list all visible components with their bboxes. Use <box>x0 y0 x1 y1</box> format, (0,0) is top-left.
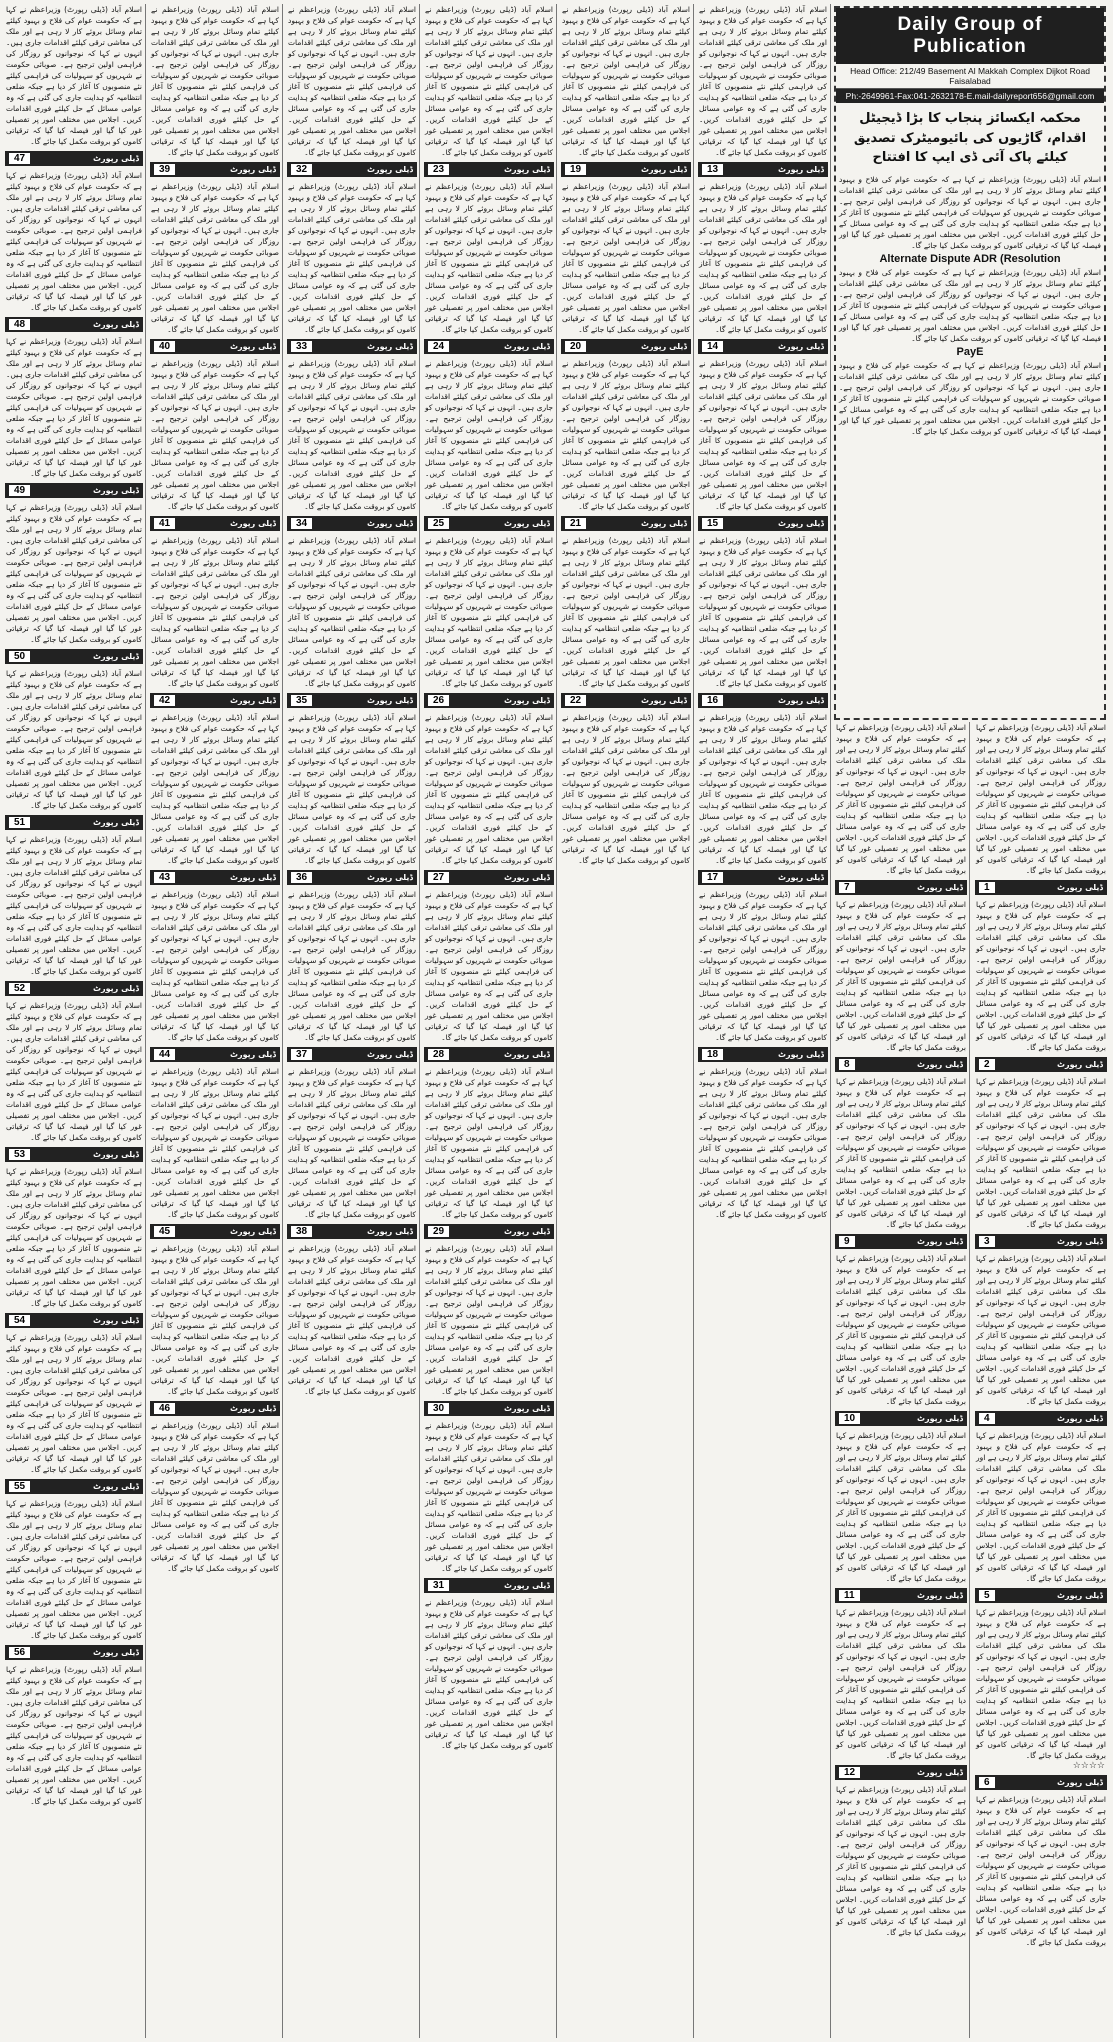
article-text: اسلام آباد (ڈیلی رپورٹ) وزیراعظم نے کہا ہے کہ حکومت عوام کی فلاح و بہبود کیلئے تمام وسائل بروئے کار لا رہی ہے اور ملک کی معاشی ترقی کیلئے اقدامات جاری ہیں۔ انہوں نے کہا کہ نوجوانوں کو روزگار کی فراہمی اولین ترجیح ہے۔ صوبائی حکومت نے شہریوں کو سہولیات کی فراہمی کیلئے نئے منصوبوں کا آغاز کر دیا ہے جبکہ ضلعی انتظامیہ کو ہدایت جاری کی گئی ہے کہ وہ عوامی مسائل کے حل کیلئے فوری اقدامات کریں۔ اجلاس میں مختلف امور پر تفصیلی غور کیا گیا اور فیصلہ کیا گیا کہ ترقیاتی کاموں کو بروقت مکمل کیا جائے گا۔ <box>699 713 827 865</box>
news-column-8 <box>3 4 146 2038</box>
story-number-tag <box>5 1645 143 1660</box>
lead-headline: محکمہ ایکسائز پنجاب کا بڑا ڈیجیٹل اقدام، گاڑیوں کی بائیومیٹرک تصدیق کیلئے پاک آئی ڈی ایپ کا افتتاح <box>853 111 1087 165</box>
article-text: اسلام آباد (ڈیلی رپورٹ) وزیراعظم نے کہا ہے کہ حکومت عوام کی فلاح و بہبود کیلئے تمام وسائل بروئے کار لا رہی ہے اور ملک کی معاشی ترقی کیلئے اقدامات جاری ہیں۔ انہوں نے کہا کہ نوجوانوں کو روزگار کی فراہمی اولین ترجیح ہے۔ صوبائی حکومت نے شہریوں کو سہولیات کی فراہمی کیلئے نئے منصوبوں کا آغاز کر دیا ہے جبکہ ضلعی انتظامیہ کو ہدایت جاری کی گئی ہے کہ وہ عوامی مسائل کے حل کیلئے فوری اقدامات کریں۔ اجلاس میں مختلف امور پر تفصیلی غور کیا گیا اور فیصلہ کیا گیا کہ ترقیاتی کاموں کو بروقت مکمل کیا جائے گا۔ <box>151 359 279 511</box>
story-number: 41 <box>154 518 175 529</box>
section-label: ڈیلی رپورٹ <box>367 873 413 882</box>
story-number-tag <box>698 162 828 177</box>
article-text: اسلام آباد (ڈیلی رپورٹ) وزیراعظم نے کہا ہے کہ حکومت عوام کی فلاح و بہبود کیلئے تمام وسائل بروئے کار لا رہی ہے اور ملک کی معاشی ترقی کیلئے اقدامات جاری ہیں۔ انہوں نے کہا کہ نوجوانوں کو روزگار کی فراہمی اولین ترجیح ہے۔ صوبائی حکومت نے شہریوں کو سہولیات کی فراہمی کیلئے نئے منصوبوں کا آغاز کر دیا ہے جبکہ ضلعی انتظامیہ کو ہدایت جاری کی گئی ہے کہ وہ عوامی مسائل کے حل کیلئے فوری اقدامات کریں۔ اجلاس میں مختلف امور پر تفصیلی غور کیا گیا اور فیصلہ کیا گیا کہ ترقیاتی کاموں کو بروقت مکمل کیا جائے گا۔ <box>562 713 690 865</box>
news-column-2 <box>833 722 970 2038</box>
section-label: ڈیلی رپورٹ <box>641 519 687 528</box>
article-text: اسلام آباد (ڈیلی رپورٹ) وزیراعظم نے کہا ہے کہ حکومت عوام کی فلاح و بہبود کیلئے تمام وسائل بروئے کار لا رہی ہے اور ملک کی معاشی ترقی کیلئے اقدامات جاری ہیں۔ انہوں نے کہا کہ نوجوانوں کو روزگار کی فراہمی اولین ترجیح ہے۔ صوبائی حکومت نے شہریوں کو سہولیات کی فراہمی کیلئے نئے منصوبوں کا آغاز کر دیا ہے جبکہ ضلعی انتظامیہ کو ہدایت جاری کی گئی ہے کہ وہ عوامی مسائل کے حل کیلئے فوری اقدامات کریں۔ اجلاس میں مختلف امور پر تفصیلی غور کیا گیا اور فیصلہ کیا گیا کہ ترقیاتی کاموں کو بروقت مکمل کیا جائے گا۔ <box>151 1421 279 1573</box>
section-label: ڈیلی رپورٹ <box>504 1404 550 1413</box>
article-text: اسلام آباد (ڈیلی رپورٹ) وزیراعظم نے کہا ہے کہ حکومت عوام کی فلاح و بہبود کیلئے تمام وسائل بروئے کار لا رہی ہے اور ملک کی معاشی ترقی کیلئے اقدامات جاری ہیں۔ انہوں نے کہا کہ نوجوانوں کو روزگار کی فراہمی اولین ترجیح ہے۔ صوبائی حکومت نے شہریوں کو سہولیات کی فراہمی کیلئے نئے منصوبوں کا آغاز کر دیا ہے جبکہ ضلعی انتظامیہ کو ہدایت جاری کی گئی ہے کہ وہ عوامی مسائل کے حل کیلئے فوری اقدامات کریں۔ اجلاس میں مختلف امور پر تفصیلی غور کیا گیا اور فیصلہ کیا گیا کہ ترقیاتی کاموں کو بروقت مکمل کیا جائے گا۔ <box>976 1254 1106 1406</box>
article-text: اسلام آباد (ڈیلی رپورٹ) وزیراعظم نے کہا ہے کہ حکومت عوام کی فلاح و بہبود کیلئے تمام وسائل بروئے کار لا رہی ہے اور ملک کی معاشی ترقی کیلئے اقدامات جاری ہیں۔ انہوں نے کہا کہ نوجوانوں کو روزگار کی فراہمی اولین ترجیح ہے۔ صوبائی حکومت نے شہریوں کو سہولیات کی فراہمی کیلئے نئے منصوبوں کا آغاز کر دیا ہے جبکہ ضلعی انتظامیہ کو ہدایت جاری کی گئی ہے کہ وہ عوامی مسائل کے حل کیلئے فوری اقدامات کریں۔ اجلاس میں مختلف امور پر تفصیلی غور کیا گیا اور فیصلہ کیا گیا کہ ترقیاتی کاموں کو بروقت مکمل کیا جائے گا۔ <box>699 890 827 1042</box>
news-column-1 <box>973 722 1109 2038</box>
story-number-tag <box>698 870 828 885</box>
section-label: ڈیلی رپورٹ <box>1057 1237 1103 1246</box>
story-number: 50 <box>9 651 30 662</box>
story-number-tag <box>975 1411 1107 1426</box>
article-text: اسلام آباد (ڈیلی رپورٹ) وزیراعظم نے کہا ہے کہ حکومت عوام کی فلاح و بہبود کیلئے تمام وسائل بروئے کار لا رہی ہے اور ملک کی معاشی ترقی کیلئے اقدامات جاری ہیں۔ انہوں نے کہا کہ نوجوانوں کو روزگار کی فراہمی اولین ترجیح ہے۔ صوبائی حکومت نے شہریوں کو سہولیات کی فراہمی کیلئے نئے منصوبوں کا آغاز کر دیا ہے جبکہ ضلعی انتظامیہ کو ہدایت جاری کی گئی ہے کہ وہ عوامی مسائل کے حل کیلئے فوری اقدامات کریں۔ اجلاس میں مختلف امور پر تفصیلی غور کیا گیا اور فیصلہ کیا گیا کہ ترقیاتی کاموں کو بروقت مکمل کیا جائے گا۔ <box>836 1254 966 1406</box>
story-number: 1 <box>979 882 995 893</box>
story-number-tag <box>698 693 828 708</box>
story-number-tag <box>698 516 828 531</box>
story-number-tag <box>698 339 828 354</box>
article-text: اسلام آباد (ڈیلی رپورٹ) وزیراعظم نے کہا ہے کہ حکومت عوام کی فلاح و بہبود کیلئے تمام وسائل بروئے کار لا رہی ہے اور ملک کی معاشی ترقی کیلئے اقدامات جاری ہیں۔ انہوں نے کہا کہ نوجوانوں کو روزگار کی فراہمی اولین ترجیح ہے۔ صوبائی حکومت نے شہریوں کو سہولیات کی فراہمی کیلئے نئے منصوبوں کا آغاز کر دیا ہے جبکہ ضلعی انتظامیہ کو ہدایت جاری کی گئی ہے کہ وہ عوامی مسائل کے حل کیلئے فوری اقدامات کریں۔ اجلاس میں مختلف امور پر تفصیلی غور کیا گیا اور فیصلہ کیا گیا کہ ترقیاتی کاموں کو بروقت مکمل کیا جائے گا۔ <box>976 1077 1106 1229</box>
section-label: ڈیلی رپورٹ <box>504 1227 550 1236</box>
section-label: ڈیلی رپورٹ <box>93 1150 139 1159</box>
section-label: ڈیلی رپورٹ <box>641 696 687 705</box>
story-number: 43 <box>154 872 175 883</box>
story-number: 9 <box>839 1236 855 1247</box>
story-number-tag <box>835 880 967 895</box>
article-text: اسلام آباد (ڈیلی رپورٹ) وزیراعظم نے کہا ہے کہ حکومت عوام کی فلاح و بہبود کیلئے تمام وسائل بروئے کار لا رہی ہے اور ملک کی معاشی ترقی کیلئے اقدامات جاری ہیں۔ انہوں نے کہا کہ نوجوانوں کو روزگار کی فراہمی اولین ترجیح ہے۔ صوبائی حکومت نے شہریوں کو سہولیات کی فراہمی کیلئے نئے منصوبوں کا آغاز کر دیا ہے جبکہ ضلعی انتظامیہ کو ہدایت جاری کی گئی ہے کہ وہ عوامی مسائل کے حل کیلئے فوری اقدامات کریں۔ اجلاس میں مختلف امور پر تفصیلی غور کیا گیا اور فیصلہ کیا گیا کہ ترقیاتی کاموں کو بروقت مکمل کیا جائے گا۔ <box>6 5 142 146</box>
article-text: اسلام آباد (ڈیلی رپورٹ) وزیراعظم نے کہا ہے کہ حکومت عوام کی فلاح و بہبود کیلئے تمام وسائل بروئے کار لا رہی ہے اور ملک کی معاشی ترقی کیلئے اقدامات جاری ہیں۔ انہوں نے کہا کہ نوجوانوں کو روزگار کی فراہمی اولین ترجیح ہے۔ صوبائی حکومت نے شہریوں کو سہولیات کی فراہمی کیلئے نئے منصوبوں کا آغاز کر دیا ہے جبکہ ضلعی انتظامیہ کو ہدایت جاری کی گئی ہے کہ وہ عوامی مسائل کے حل کیلئے فوری اقدامات کریں۔ اجلاس میں مختلف امور پر تفصیلی غور کیا گیا اور فیصلہ کیا گیا کہ ترقیاتی کاموں کو بروقت مکمل کیا جائے گا۔ <box>425 359 553 511</box>
article-text: اسلام آباد (ڈیلی رپورٹ) وزیراعظم نے کہا ہے کہ حکومت عوام کی فلاح و بہبود کیلئے تمام وسائل بروئے کار لا رہی ہے اور ملک کی معاشی ترقی کیلئے اقدامات جاری ہیں۔ انہوں نے کہا کہ نوجوانوں کو روزگار کی فراہمی اولین ترجیح ہے۔ صوبائی حکومت نے شہریوں کو سہولیات کی فراہمی کیلئے نئے منصوبوں کا آغاز کر دیا ہے جبکہ ضلعی انتظامیہ کو ہدایت جاری کی گئی ہے کہ وہ عوامی مسائل کے حل کیلئے فوری اقدامات کریں۔ اجلاس میں مختلف امور پر تفصیلی غور کیا گیا اور فیصلہ کیا گیا کہ ترقیاتی کاموں کو بروقت مکمل کیا جائے گا۔ <box>6 503 142 644</box>
section-label: ڈیلی رپورٹ <box>230 342 276 351</box>
section-label: ڈیلی رپورٹ <box>1057 883 1103 892</box>
section-label: ڈیلی رپورٹ <box>641 165 687 174</box>
story-number: 27 <box>428 872 449 883</box>
story-number: 36 <box>291 872 312 883</box>
story-number: 44 <box>154 1049 175 1060</box>
story-number: 18 <box>702 1049 723 1060</box>
article-text: اسلام آباد (ڈیلی رپورٹ) وزیراعظم نے کہا ہے کہ حکومت عوام کی فلاح و بہبود کیلئے تمام وسائل بروئے کار لا رہی ہے اور ملک کی معاشی ترقی کیلئے اقدامات جاری ہیں۔ انہوں نے کہا کہ نوجوانوں کو روزگار کی فراہمی اولین ترجیح ہے۔ صوبائی حکومت نے شہریوں کو سہولیات کی فراہمی کیلئے نئے منصوبوں کا آغاز کر دیا ہے جبکہ ضلعی انتظامیہ کو ہدایت جاری کی گئی ہے کہ وہ عوامی مسائل کے حل کیلئے فوری اقدامات کریں۔ اجلاس میں مختلف امور پر تفصیلی غور کیا گیا اور فیصلہ کیا گیا کہ ترقیاتی کاموں کو بروقت مکمل کیا جائے گا۔ <box>288 5 416 157</box>
adr-caption: Alternate Dispute ADR (Resolution <box>879 252 1061 265</box>
story-number: 24 <box>428 341 449 352</box>
story-number: 6 <box>979 1777 995 1788</box>
article-text: اسلام آباد (ڈیلی رپورٹ) وزیراعظم نے کہا ہے کہ حکومت عوام کی فلاح و بہبود کیلئے تمام وسائل بروئے کار لا رہی ہے اور ملک کی معاشی ترقی کیلئے اقدامات جاری ہیں۔ انہوں نے کہا کہ نوجوانوں کو روزگار کی فراہمی اولین ترجیح ہے۔ صوبائی حکومت نے شہریوں کو سہولیات کی فراہمی کیلئے نئے منصوبوں کا آغاز کر دیا ہے جبکہ ضلعی انتظامیہ کو ہدایت جاری کی گئی ہے کہ وہ عوامی مسائل کے حل کیلئے فوری اقدامات کریں۔ اجلاس میں مختلف امور پر تفصیلی غور کیا گیا اور فیصلہ کیا گیا کہ ترقیاتی کاموں کو بروقت مکمل کیا جائے گا۔ <box>288 182 416 334</box>
story-number: 54 <box>9 1315 30 1326</box>
story-number-tag <box>150 870 280 885</box>
story-number: 46 <box>154 1403 175 1414</box>
section-label: ڈیلی رپورٹ <box>230 165 276 174</box>
section-label: ڈیلی رپورٹ <box>367 1050 413 1059</box>
section-label: ڈیلی رپورٹ <box>778 165 824 174</box>
article-text: اسلام آباد (ڈیلی رپورٹ) وزیراعظم نے کہا ہے کہ حکومت عوام کی فلاح و بہبود کیلئے تمام وسائل بروئے کار لا رہی ہے اور ملک کی معاشی ترقی کیلئے اقدامات جاری ہیں۔ انہوں نے کہا کہ نوجوانوں کو روزگار کی فراہمی اولین ترجیح ہے۔ صوبائی حکومت نے شہریوں کو سہولیات کی فراہمی کیلئے نئے منصوبوں کا آغاز کر دیا ہے جبکہ ضلعی انتظامیہ کو ہدایت جاری کی گئی ہے کہ وہ عوامی مسائل کے حل کیلئے فوری اقدامات کریں۔ اجلاس میں مختلف امور پر تفصیلی غور کیا گیا اور فیصلہ کیا گیا کہ ترقیاتی کاموں کو بروقت مکمل کیا جائے گا۔ <box>976 1608 1106 1760</box>
section-label: ڈیلی رپورٹ <box>93 818 139 827</box>
news-column-7 <box>148 4 283 2038</box>
section-label: ڈیلی رپورٹ <box>93 984 139 993</box>
lead-article-text-3: اسلام آباد (ڈیلی رپورٹ) وزیراعظم نے کہا ہے کہ حکومت عوام کی فلاح و بہبود کیلئے تمام وسائل بروئے کار لا رہی ہے اور ملک کی معاشی ترقی کیلئے اقدامات جاری ہیں۔ انہوں نے کہا کہ نوجوانوں کو روزگار کی فراہمی اولین ترجیح ہے۔ صوبائی حکومت نے شہریوں کو سہولیات کی فراہمی کیلئے نئے منصوبوں کا آغاز کر دیا ہے جبکہ ضلعی انتظامیہ کو ہدایت جاری کی گئی ہے کہ وہ عوامی مسائل کے حل کیلئے فوری اقدامات کریں۔ اجلاس میں مختلف امور پر تفصیلی غور کیا گیا اور فیصلہ کیا گیا کہ ترقیاتی کاموں کو بروقت مکمل کیا جائے گا۔ <box>839 360 1101 436</box>
story-number-tag <box>287 1047 417 1062</box>
article-text: اسلام آباد (ڈیلی رپورٹ) وزیراعظم نے کہا ہے کہ حکومت عوام کی فلاح و بہبود کیلئے تمام وسائل بروئے کار لا رہی ہے اور ملک کی معاشی ترقی کیلئے اقدامات جاری ہیں۔ انہوں نے کہا کہ نوجوانوں کو روزگار کی فراہمی اولین ترجیح ہے۔ صوبائی حکومت نے شہریوں کو سہولیات کی فراہمی کیلئے نئے منصوبوں کا آغاز کر دیا ہے جبکہ ضلعی انتظامیہ کو ہدایت جاری کی گئی ہے کہ وہ عوامی مسائل کے حل کیلئے فوری اقدامات کریں۔ اجلاس میں مختلف امور پر تفصیلی غور کیا گیا اور فیصلہ کیا گیا کہ ترقیاتی کاموں کو بروقت مکمل کیا جائے گا۔ <box>425 1244 553 1396</box>
story-number-tag <box>5 483 143 498</box>
story-number: 33 <box>291 341 312 352</box>
story-number-tag <box>975 1057 1107 1072</box>
story-number: 51 <box>9 817 30 828</box>
article-text: اسلام آباد (ڈیلی رپورٹ) وزیراعظم نے کہا ہے کہ حکومت عوام کی فلاح و بہبود کیلئے تمام وسائل بروئے کار لا رہی ہے اور ملک کی معاشی ترقی کیلئے اقدامات جاری ہیں۔ انہوں نے کہا کہ نوجوانوں کو روزگار کی فراہمی اولین ترجیح ہے۔ صوبائی حکومت نے شہریوں کو سہولیات کی فراہمی کیلئے نئے منصوبوں کا آغاز کر دیا ہے جبکہ ضلعی انتظامیہ کو ہدایت جاری کی گئی ہے کہ وہ عوامی مسائل کے حل کیلئے فوری اقدامات کریں۔ اجلاس میں مختلف امور پر تفصیلی غور کیا گیا اور فیصلہ کیا گیا کہ ترقیاتی کاموں کو بروقت مکمل کیا جائے گا۔ <box>6 1001 142 1142</box>
story-number: 28 <box>428 1049 449 1060</box>
story-number-tag <box>150 1047 280 1062</box>
story-number: 25 <box>428 518 449 529</box>
section-label: ڈیلی رپورٹ <box>504 1581 550 1590</box>
star-divider: ☆☆☆☆ <box>1072 1761 1105 1771</box>
story-number: 11 <box>839 1590 860 1601</box>
article-text: اسلام آباد (ڈیلی رپورٹ) وزیراعظم نے کہا ہے کہ حکومت عوام کی فلاح و بہبود کیلئے تمام وسائل بروئے کار لا رہی ہے اور ملک کی معاشی ترقی کیلئے اقدامات جاری ہیں۔ انہوں نے کہا کہ نوجوانوں کو روزگار کی فراہمی اولین ترجیح ہے۔ صوبائی حکومت نے شہریوں کو سہولیات کی فراہمی کیلئے نئے منصوبوں کا آغاز کر دیا ہے جبکہ ضلعی انتظامیہ کو ہدایت جاری کی گئی ہے کہ وہ عوامی مسائل کے حل کیلئے فوری اقدامات کریں۔ اجلاس میں مختلف امور پر تفصیلی غور کیا گیا اور فیصلہ کیا گیا کہ ترقیاتی کاموں کو بروقت مکمل کیا جائے گا۔ <box>699 1067 827 1219</box>
story-number: 42 <box>154 695 175 706</box>
article-text: اسلام آباد (ڈیلی رپورٹ) وزیراعظم نے کہا ہے کہ حکومت عوام کی فلاح و بہبود کیلئے تمام وسائل بروئے کار لا رہی ہے اور ملک کی معاشی ترقی کیلئے اقدامات جاری ہیں۔ انہوں نے کہا کہ نوجوانوں کو روزگار کی فراہمی اولین ترجیح ہے۔ صوبائی حکومت نے شہریوں کو سہولیات کی فراہمی کیلئے نئے منصوبوں کا آغاز کر دیا ہے جبکہ ضلعی انتظامیہ کو ہدایت جاری کی گئی ہے کہ وہ عوامی مسائل کے حل کیلئے فوری اقدامات کریں۔ اجلاس میں مختلف امور پر تفصیلی غور کیا گیا اور فیصلہ کیا گیا کہ ترقیاتی کاموں کو بروقت مکمل کیا جائے گا۔ <box>425 1598 553 1750</box>
story-number-tag <box>561 162 691 177</box>
article-text: اسلام آباد (ڈیلی رپورٹ) وزیراعظم نے کہا ہے کہ حکومت عوام کی فلاح و بہبود کیلئے تمام وسائل بروئے کار لا رہی ہے اور ملک کی معاشی ترقی کیلئے اقدامات جاری ہیں۔ انہوں نے کہا کہ نوجوانوں کو روزگار کی فراہمی اولین ترجیح ہے۔ صوبائی حکومت نے شہریوں کو سہولیات کی فراہمی کیلئے نئے منصوبوں کا آغاز کر دیا ہے جبکہ ضلعی انتظامیہ کو ہدایت جاری کی گئی ہے کہ وہ عوامی مسائل کے حل کیلئے فوری اقدامات کریں۔ اجلاس میں مختلف امور پر تفصیلی غور کیا گیا اور فیصلہ کیا گیا کہ ترقیاتی کاموں کو بروقت مکمل کیا جائے گا۔ <box>562 536 690 688</box>
article-text: اسلام آباد (ڈیلی رپورٹ) وزیراعظم نے کہا ہے کہ حکومت عوام کی فلاح و بہبود کیلئے تمام وسائل بروئے کار لا رہی ہے اور ملک کی معاشی ترقی کیلئے اقدامات جاری ہیں۔ انہوں نے کہا کہ نوجوانوں کو روزگار کی فراہمی اولین ترجیح ہے۔ صوبائی حکومت نے شہریوں کو سہولیات کی فراہمی کیلئے نئے منصوبوں کا آغاز کر دیا ہے جبکہ ضلعی انتظامیہ کو ہدایت جاری کی گئی ہے کہ وہ عوامی مسائل کے حل کیلئے فوری اقدامات کریں۔ اجلاس میں مختلف امور پر تفصیلی غور کیا گیا اور فیصلہ کیا گیا کہ ترقیاتی کاموں کو بروقت مکمل کیا جائے گا۔ <box>976 1431 1106 1583</box>
news-column-6 <box>285 4 420 2038</box>
section-label: ڈیلی رپورٹ <box>917 1060 963 1069</box>
article-text: اسلام آباد (ڈیلی رپورٹ) وزیراعظم نے کہا ہے کہ حکومت عوام کی فلاح و بہبود کیلئے تمام وسائل بروئے کار لا رہی ہے اور ملک کی معاشی ترقی کیلئے اقدامات جاری ہیں۔ انہوں نے کہا کہ نوجوانوں کو روزگار کی فراہمی اولین ترجیح ہے۔ صوبائی حکومت نے شہریوں کو سہولیات کی فراہمی کیلئے نئے منصوبوں کا آغاز کر دیا ہے جبکہ ضلعی انتظامیہ کو ہدایت جاری کی گئی ہے کہ وہ عوامی مسائل کے حل کیلئے فوری اقدامات کریں۔ اجلاس میں مختلف امور پر تفصیلی غور کیا گیا اور فیصلہ کیا گیا کہ ترقیاتی کاموں کو بروقت مکمل کیا جائے گا۔ <box>151 182 279 334</box>
story-number-tag <box>835 1588 967 1603</box>
article-text: اسلام آباد (ڈیلی رپورٹ) وزیراعظم نے کہا ہے کہ حکومت عوام کی فلاح و بہبود کیلئے تمام وسائل بروئے کار لا رہی ہے اور ملک کی معاشی ترقی کیلئے اقدامات جاری ہیں۔ انہوں نے کہا کہ نوجوانوں کو روزگار کی فراہمی اولین ترجیح ہے۔ صوبائی حکومت نے شہریوں کو سہولیات کی فراہمی کیلئے نئے منصوبوں کا آغاز کر دیا ہے جبکہ ضلعی انتظامیہ کو ہدایت جاری کی گئی ہے کہ وہ عوامی مسائل کے حل کیلئے فوری اقدامات کریں۔ اجلاس میں مختلف امور پر تفصیلی غور کیا گیا اور فیصلہ کیا گیا کہ ترقیاتی کاموں کو بروقت مکمل کیا جائے گا۔ <box>6 1167 142 1308</box>
section-label: ڈیلی رپورٹ <box>917 883 963 892</box>
story-number-tag <box>287 693 417 708</box>
section-label: ڈیلی رپورٹ <box>917 1768 963 1777</box>
section-label: ڈیلی رپورٹ <box>917 1591 963 1600</box>
story-number-tag <box>150 162 280 177</box>
story-number: 48 <box>9 319 30 330</box>
story-number: 10 <box>839 1413 860 1424</box>
article-text: اسلام آباد (ڈیلی رپورٹ) وزیراعظم نے کہا ہے کہ حکومت عوام کی فلاح و بہبود کیلئے تمام وسائل بروئے کار لا رہی ہے اور ملک کی معاشی ترقی کیلئے اقدامات جاری ہیں۔ انہوں نے کہا کہ نوجوانوں کو روزگار کی فراہمی اولین ترجیح ہے۔ صوبائی حکومت نے شہریوں کو سہولیات کی فراہمی کیلئے نئے منصوبوں کا آغاز کر دیا ہے جبکہ ضلعی انتظامیہ کو ہدایت جاری کی گئی ہے کہ وہ عوامی مسائل کے حل کیلئے فوری اقدامات کریں۔ اجلاس میں مختلف امور پر تفصیلی غور کیا گیا اور فیصلہ کیا گیا کہ ترقیاتی کاموں کو بروقت مکمل کیا جائے گا۔ <box>151 1067 279 1219</box>
article-text: اسلام آباد (ڈیلی رپورٹ) وزیراعظم نے کہا ہے کہ حکومت عوام کی فلاح و بہبود کیلئے تمام وسائل بروئے کار لا رہی ہے اور ملک کی معاشی ترقی کیلئے اقدامات جاری ہیں۔ انہوں نے کہا کہ نوجوانوں کو روزگار کی فراہمی اولین ترجیح ہے۔ صوبائی حکومت نے شہریوں کو سہولیات کی فراہمی کیلئے نئے منصوبوں کا آغاز کر دیا ہے جبکہ ضلعی انتظامیہ کو ہدایت جاری کی گئی ہے کہ وہ عوامی مسائل کے حل کیلئے فوری اقدامات کریں۔ اجلاس میں مختلف امور پر تفصیلی غور کیا گیا اور فیصلہ کیا گیا کہ ترقیاتی کاموں کو بروقت مکمل کیا جائے گا۔ <box>425 182 553 334</box>
article-text: اسلام آباد (ڈیلی رپورٹ) وزیراعظم نے کہا ہے کہ حکومت عوام کی فلاح و بہبود کیلئے تمام وسائل بروئے کار لا رہی ہے اور ملک کی معاشی ترقی کیلئے اقدامات جاری ہیں۔ انہوں نے کہا کہ نوجوانوں کو روزگار کی فراہمی اولین ترجیح ہے۔ صوبائی حکومت نے شہریوں کو سہولیات کی فراہمی کیلئے نئے منصوبوں کا آغاز کر دیا ہے جبکہ ضلعی انتظامیہ کو ہدایت جاری کی گئی ہے کہ وہ عوامی مسائل کے حل کیلئے فوری اقدامات کریں۔ اجلاس میں مختلف امور پر تفصیلی غور کیا گیا اور فیصلہ کیا گیا کہ ترقیاتی کاموں کو بروقت مکمل کیا جائے گا۔ <box>425 536 553 688</box>
story-number: 34 <box>291 518 312 529</box>
story-number: 40 <box>154 341 175 352</box>
story-number-tag <box>5 1147 143 1162</box>
article-text: اسلام آباد (ڈیلی رپورٹ) وزیراعظم نے کہا ہے کہ حکومت عوام کی فلاح و بہبود کیلئے تمام وسائل بروئے کار لا رہی ہے اور ملک کی معاشی ترقی کیلئے اقدامات جاری ہیں۔ انہوں نے کہا کہ نوجوانوں کو روزگار کی فراہمی اولین ترجیح ہے۔ صوبائی حکومت نے شہریوں کو سہولیات کی فراہمی کیلئے نئے منصوبوں کا آغاز کر دیا ہے جبکہ ضلعی انتظامیہ کو ہدایت جاری کی گئی ہے کہ وہ عوامی مسائل کے حل کیلئے فوری اقدامات کریں۔ اجلاس میں مختلف امور پر تفصیلی غور کیا گیا اور فیصلہ کیا گیا کہ ترقیاتی کاموں کو بروقت مکمل کیا جائے گا۔ <box>288 713 416 865</box>
article-text: اسلام آباد (ڈیلی رپورٹ) وزیراعظم نے کہا ہے کہ حکومت عوام کی فلاح و بہبود کیلئے تمام وسائل بروئے کار لا رہی ہے اور ملک کی معاشی ترقی کیلئے اقدامات جاری ہیں۔ انہوں نے کہا کہ نوجوانوں کو روزگار کی فراہمی اولین ترجیح ہے۔ صوبائی حکومت نے شہریوں کو سہولیات کی فراہمی کیلئے نئے منصوبوں کا آغاز کر دیا ہے جبکہ ضلعی انتظامیہ کو ہدایت جاری کی گئی ہے کہ وہ عوامی مسائل کے حل کیلئے فوری اقدامات کریں۔ اجلاس میں مختلف امور پر تفصیلی غور کیا گیا اور فیصلہ کیا گیا کہ ترقیاتی کاموں کو بروقت مکمل کیا جائے گا۔ <box>836 1608 966 1760</box>
story-number: 20 <box>565 341 586 352</box>
story-number: 45 <box>154 1226 175 1237</box>
section-label: ڈیلی رپورٹ <box>1057 1414 1103 1423</box>
story-number: 49 <box>9 485 30 496</box>
section-label: ڈیلی رپورٹ <box>504 1050 550 1059</box>
story-number: 23 <box>428 164 449 175</box>
story-number-tag <box>150 516 280 531</box>
story-number: 47 <box>9 153 30 164</box>
story-number-tag <box>5 317 143 332</box>
article-text: اسلام آباد (ڈیلی رپورٹ) وزیراعظم نے کہا ہے کہ حکومت عوام کی فلاح و بہبود کیلئے تمام وسائل بروئے کار لا رہی ہے اور ملک کی معاشی ترقی کیلئے اقدامات جاری ہیں۔ انہوں نے کہا کہ نوجوانوں کو روزگار کی فراہمی اولین ترجیح ہے۔ صوبائی حکومت نے شہریوں کو سہولیات کی فراہمی کیلئے نئے منصوبوں کا آغاز کر دیا ہے جبکہ ضلعی انتظامیہ کو ہدایت جاری کی گئی ہے کہ وہ عوامی مسائل کے حل کیلئے فوری اقدامات کریں۔ اجلاس میں مختلف امور پر تفصیلی غور کیا گیا اور فیصلہ کیا گیا کہ ترقیاتی کاموں کو بروقت مکمل کیا جائے گا۔ <box>425 713 553 865</box>
story-number-tag <box>5 981 143 996</box>
story-number-tag <box>975 1234 1107 1249</box>
story-number: 3 <box>979 1236 995 1247</box>
section-label: ڈیلی رپورٹ <box>917 1414 963 1423</box>
head-office-address: Head Office: 212/49 Basement Al Makkah Complex Dijkot Road Faisalabad <box>836 64 1104 89</box>
lead-article-text: اسلام آباد (ڈیلی رپورٹ) وزیراعظم نے کہا ہے کہ حکومت عوام کی فلاح و بہبود کیلئے تمام وسائل بروئے کار لا رہی ہے اور ملک کی معاشی ترقی کیلئے اقدامات جاری ہیں۔ انہوں نے کہا کہ نوجوانوں کو روزگار کی فراہمی اولین ترجیح ہے۔ صوبائی حکومت نے شہریوں کو سہولیات کی فراہمی کیلئے نئے منصوبوں کا آغاز کر دیا ہے جبکہ ضلعی انتظامیہ کو ہدایت جاری کی گئی ہے کہ وہ عوامی مسائل کے حل کیلئے فوری اقدامات کریں۔ اجلاس میں مختلف امور پر تفصیلی غور کیا گیا اور فیصلہ کیا گیا کہ ترقیاتی کاموں کو بروقت مکمل کیا جائے گا۔ <box>839 174 1101 250</box>
article-text: اسلام آباد (ڈیلی رپورٹ) وزیراعظم نے کہا ہے کہ حکومت عوام کی فلاح و بہبود کیلئے تمام وسائل بروئے کار لا رہی ہے اور ملک کی معاشی ترقی کیلئے اقدامات جاری ہیں۔ انہوں نے کہا کہ نوجوانوں کو روزگار کی فراہمی اولین ترجیح ہے۔ صوبائی حکومت نے شہریوں کو سہولیات کی فراہمی کیلئے نئے منصوبوں کا آغاز کر دیا ہے جبکہ ضلعی انتظامیہ کو ہدایت جاری کی گئی ہے کہ وہ عوامی مسائل کے حل کیلئے فوری اقدامات کریں۔ اجلاس میں مختلف امور پر تفصیلی غور کیا گیا اور فیصلہ کیا گیا کہ ترقیاتی کاموں کو بروقت مکمل کیا جائے گا۔ <box>6 337 142 478</box>
article-text: اسلام آباد (ڈیلی رپورٹ) وزیراعظم نے کہا ہے کہ حکومت عوام کی فلاح و بہبود کیلئے تمام وسائل بروئے کار لا رہی ہے اور ملک کی معاشی ترقی کیلئے اقدامات جاری ہیں۔ انہوں نے کہا کہ نوجوانوں کو روزگار کی فراہمی اولین ترجیح ہے۔ صوبائی حکومت نے شہریوں کو سہولیات کی فراہمی کیلئے نئے منصوبوں کا آغاز کر دیا ہے جبکہ ضلعی انتظامیہ کو ہدایت جاری کی گئی ہے کہ وہ عوامی مسائل کے حل کیلئے فوری اقدامات کریں۔ اجلاس میں مختلف امور پر تفصیلی غور کیا گیا اور فیصلہ کیا گیا کہ ترقیاتی کاموں کو بروقت مکمل کیا جائے گا۔ <box>6 669 142 810</box>
section-label: ڈیلی رپورٹ <box>230 696 276 705</box>
story-number: 19 <box>565 164 586 175</box>
story-number: 55 <box>9 1481 30 1492</box>
section-label: ڈیلی رپورٹ <box>230 1404 276 1413</box>
story-number-tag <box>424 870 554 885</box>
story-number-tag <box>424 693 554 708</box>
article-text: اسلام آباد (ڈیلی رپورٹ) وزیراعظم نے کہا ہے کہ حکومت عوام کی فلاح و بہبود کیلئے تمام وسائل بروئے کار لا رہی ہے اور ملک کی معاشی ترقی کیلئے اقدامات جاری ہیں۔ انہوں نے کہا کہ نوجوانوں کو روزگار کی فراہمی اولین ترجیح ہے۔ صوبائی حکومت نے شہریوں کو سہولیات کی فراہمی کیلئے نئے منصوبوں کا آغاز کر دیا ہے جبکہ ضلعی انتظامیہ کو ہدایت جاری کی گئی ہے کہ وہ عوامی مسائل کے حل کیلئے فوری اقدامات کریں۔ اجلاس میں مختلف امور پر تفصیلی غور کیا گیا اور فیصلہ کیا گیا کہ ترقیاتی کاموں کو بروقت مکمل کیا جائے گا۔ <box>976 1795 1106 1947</box>
story-number: 53 <box>9 1149 30 1160</box>
section-label: ڈیلی رپورٹ <box>504 342 550 351</box>
story-number: 22 <box>565 695 586 706</box>
story-number-tag <box>424 1401 554 1416</box>
lead-article-text-2: اسلام آباد (ڈیلی رپورٹ) وزیراعظم نے کہا ہے کہ حکومت عوام کی فلاح و بہبود کیلئے تمام وسائل بروئے کار لا رہی ہے اور ملک کی معاشی ترقی کیلئے اقدامات جاری ہیں۔ انہوں نے کہا کہ نوجوانوں کو روزگار کی فراہمی اولین ترجیح ہے۔ صوبائی حکومت نے شہریوں کو سہولیات کی فراہمی کیلئے نئے منصوبوں کا آغاز کر دیا ہے جبکہ ضلعی انتظامیہ کو ہدایت جاری کی گئی ہے کہ وہ عوامی مسائل کے حل کیلئے فوری اقدامات کریں۔ اجلاس میں مختلف امور پر تفصیلی غور کیا گیا اور فیصلہ کیا گیا کہ ترقیاتی کاموں کو بروقت مکمل کیا جائے گا۔ <box>839 267 1101 343</box>
article-text: اسلام آباد (ڈیلی رپورٹ) وزیراعظم نے کہا ہے کہ حکومت عوام کی فلاح و بہبود کیلئے تمام وسائل بروئے کار لا رہی ہے اور ملک کی معاشی ترقی کیلئے اقدامات جاری ہیں۔ انہوں نے کہا کہ نوجوانوں کو روزگار کی فراہمی اولین ترجیح ہے۔ صوبائی حکومت نے شہریوں کو سہولیات کی فراہمی کیلئے نئے منصوبوں کا آغاز کر دیا ہے جبکہ ضلعی انتظامیہ کو ہدایت جاری کی گئی ہے کہ وہ عوامی مسائل کے حل کیلئے فوری اقدامات کریں۔ اجلاس میں مختلف امور پر تفصیلی غور کیا گیا اور فیصلہ کیا گیا کہ ترقیاتی کاموں کو بروقت مکمل کیا جائے گا۔ <box>562 182 690 334</box>
section-label: ڈیلی رپورٹ <box>367 519 413 528</box>
story-number: 52 <box>9 983 30 994</box>
article-text: اسلام آباد (ڈیلی رپورٹ) وزیراعظم نے کہا ہے کہ حکومت عوام کی فلاح و بہبود کیلئے تمام وسائل بروئے کار لا رہی ہے اور ملک کی معاشی ترقی کیلئے اقدامات جاری ہیں۔ انہوں نے کہا کہ نوجوانوں کو روزگار کی فراہمی اولین ترجیح ہے۔ صوبائی حکومت نے شہریوں کو سہولیات کی فراہمی کیلئے نئے منصوبوں کا آغاز کر دیا ہے جبکہ ضلعی انتظامیہ کو ہدایت جاری کی گئی ہے کہ وہ عوامی مسائل کے حل کیلئے فوری اقدامات کریں۔ اجلاس میں مختلف امور پر تفصیلی غور کیا گیا اور فیصلہ کیا گیا کہ ترقیاتی کاموں کو بروقت مکمل کیا جائے گا۔ <box>288 359 416 511</box>
article-text: اسلام آباد (ڈیلی رپورٹ) وزیراعظم نے کہا ہے کہ حکومت عوام کی فلاح و بہبود کیلئے تمام وسائل بروئے کار لا رہی ہے اور ملک کی معاشی ترقی کیلئے اقدامات جاری ہیں۔ انہوں نے کہا کہ نوجوانوں کو روزگار کی فراہمی اولین ترجیح ہے۔ صوبائی حکومت نے شہریوں کو سہولیات کی فراہمی کیلئے نئے منصوبوں کا آغاز کر دیا ہے جبکہ ضلعی انتظامیہ کو ہدایت جاری کی گئی ہے کہ وہ عوامی مسائل کے حل کیلئے فوری اقدامات کریں۔ اجلاس میں مختلف امور پر تفصیلی غور کیا گیا اور فیصلہ کیا گیا کہ ترقیاتی کاموں کو بروقت مکمل کیا جائے گا۔ <box>151 890 279 1042</box>
story-number: 21 <box>565 518 586 529</box>
paye-caption: PayE <box>956 345 984 358</box>
story-number-tag <box>424 1224 554 1239</box>
story-number: 5 <box>979 1590 995 1601</box>
article-text: اسلام آباد (ڈیلی رپورٹ) وزیراعظم نے کہا ہے کہ حکومت عوام کی فلاح و بہبود کیلئے تمام وسائل بروئے کار لا رہی ہے اور ملک کی معاشی ترقی کیلئے اقدامات جاری ہیں۔ انہوں نے کہا کہ نوجوانوں کو روزگار کی فراہمی اولین ترجیح ہے۔ صوبائی حکومت نے شہریوں کو سہولیات کی فراہمی کیلئے نئے منصوبوں کا آغاز کر دیا ہے جبکہ ضلعی انتظامیہ کو ہدایت جاری کی گئی ہے کہ وہ عوامی مسائل کے حل کیلئے فوری اقدامات کریں۔ اجلاس میں مختلف امور پر تفصیلی غور کیا گیا اور فیصلہ کیا گیا کہ ترقیاتی کاموں کو بروقت مکمل کیا جائے گا۔ <box>976 723 1106 875</box>
article-text: اسلام آباد (ڈیلی رپورٹ) وزیراعظم نے کہا ہے کہ حکومت عوام کی فلاح و بہبود کیلئے تمام وسائل بروئے کار لا رہی ہے اور ملک کی معاشی ترقی کیلئے اقدامات جاری ہیں۔ انہوں نے کہا کہ نوجوانوں کو روزگار کی فراہمی اولین ترجیح ہے۔ صوبائی حکومت نے شہریوں کو سہولیات کی فراہمی کیلئے نئے منصوبوں کا آغاز کر دیا ہے جبکہ ضلعی انتظامیہ کو ہدایت جاری کی گئی ہے کہ وہ عوامی مسائل کے حل کیلئے فوری اقدامات کریں۔ اجلاس میں مختلف امور پر تفصیلی غور کیا گیا اور فیصلہ کیا گیا کہ ترقیاتی کاموں کو بروقت مکمل کیا جائے گا۔ <box>151 5 279 157</box>
story-number-tag <box>287 339 417 354</box>
section-label: ڈیلی رپورٹ <box>778 696 824 705</box>
section-label: ڈیلی رپورٹ <box>93 1648 139 1657</box>
news-column-5 <box>422 4 557 2038</box>
section-label: ڈیلی رپورٹ <box>641 342 687 351</box>
article-text: اسلام آباد (ڈیلی رپورٹ) وزیراعظم نے کہا ہے کہ حکومت عوام کی فلاح و بہبود کیلئے تمام وسائل بروئے کار لا رہی ہے اور ملک کی معاشی ترقی کیلئے اقدامات جاری ہیں۔ انہوں نے کہا کہ نوجوانوں کو روزگار کی فراہمی اولین ترجیح ہے۔ صوبائی حکومت نے شہریوں کو سہولیات کی فراہمی کیلئے نئے منصوبوں کا آغاز کر دیا ہے جبکہ ضلعی انتظامیہ کو ہدایت جاری کی گئی ہے کہ وہ عوامی مسائل کے حل کیلئے فوری اقدامات کریں۔ اجلاس میں مختلف امور پر تفصیلی غور کیا گیا اور فیصلہ کیا گیا کہ ترقیاتی کاموں کو بروقت مکمل کیا جائے گا۔ <box>425 5 553 157</box>
section-label: ڈیلی رپورٹ <box>367 696 413 705</box>
story-number-tag <box>5 815 143 830</box>
section-label: ڈیلی رپورٹ <box>778 342 824 351</box>
article-text: اسلام آباد (ڈیلی رپورٹ) وزیراعظم نے کہا ہے کہ حکومت عوام کی فلاح و بہبود کیلئے تمام وسائل بروئے کار لا رہی ہے اور ملک کی معاشی ترقی کیلئے اقدامات جاری ہیں۔ انہوں نے کہا کہ نوجوانوں کو روزگار کی فراہمی اولین ترجیح ہے۔ صوبائی حکومت نے شہریوں کو سہولیات کی فراہمی کیلئے نئے منصوبوں کا آغاز کر دیا ہے جبکہ ضلعی انتظامیہ کو ہدایت جاری کی گئی ہے کہ وہ عوامی مسائل کے حل کیلئے فوری اقدامات کریں۔ اجلاس میں مختلف امور پر تفصیلی غور کیا گیا اور فیصلہ کیا گیا کہ ترقیاتی کاموں کو بروقت مکمل کیا جائے گا۔ <box>699 536 827 688</box>
article-text: اسلام آباد (ڈیلی رپورٹ) وزیراعظم نے کہا ہے کہ حکومت عوام کی فلاح و بہبود کیلئے تمام وسائل بروئے کار لا رہی ہے اور ملک کی معاشی ترقی کیلئے اقدامات جاری ہیں۔ انہوں نے کہا کہ نوجوانوں کو روزگار کی فراہمی اولین ترجیح ہے۔ صوبائی حکومت نے شہریوں کو سہولیات کی فراہمی کیلئے نئے منصوبوں کا آغاز کر دیا ہے جبکہ ضلعی انتظامیہ کو ہدایت جاری کی گئی ہے کہ وہ عوامی مسائل کے حل کیلئے فوری اقدامات کریں۔ اجلاس میں مختلف امور پر تفصیلی غور کیا گیا اور فیصلہ کیا گیا کہ ترقیاتی کاموں کو بروقت مکمل کیا جائے گا۔ <box>425 1421 553 1573</box>
story-number-tag <box>561 693 691 708</box>
article-text: اسلام آباد (ڈیلی رپورٹ) وزیراعظم نے کہا ہے کہ حکومت عوام کی فلاح و بہبود کیلئے تمام وسائل بروئے کار لا رہی ہے اور ملک کی معاشی ترقی کیلئے اقدامات جاری ہیں۔ انہوں نے کہا کہ نوجوانوں کو روزگار کی فراہمی اولین ترجیح ہے۔ صوبائی حکومت نے شہریوں کو سہولیات کی فراہمی کیلئے نئے منصوبوں کا آغاز کر دیا ہے جبکہ ضلعی انتظامیہ کو ہدایت جاری کی گئی ہے کہ وہ عوامی مسائل کے حل کیلئے فوری اقدامات کریں۔ اجلاس میں مختلف امور پر تفصیلی غور کیا گیا اور فیصلہ کیا گیا کہ ترقیاتی کاموں کو بروقت مکمل کیا جائے گا۔ <box>288 536 416 688</box>
story-number-tag <box>975 880 1107 895</box>
section-label: ڈیلی رپورٹ <box>367 342 413 351</box>
story-number-tag <box>5 1479 143 1494</box>
contact-info: Ph:-2649961-Fax:041-2632178-E.mail-dailyreport656@gmail.com <box>836 89 1104 103</box>
news-column-3 <box>696 4 831 2038</box>
story-number: 2 <box>979 1059 995 1070</box>
section-label: ڈیلی رپورٹ <box>778 519 824 528</box>
story-number: 37 <box>291 1049 312 1060</box>
story-number: 32 <box>291 164 312 175</box>
story-number-tag <box>424 339 554 354</box>
story-number-tag <box>424 1578 554 1593</box>
section-label: ڈیلی رپورٹ <box>778 1050 824 1059</box>
story-number-tag <box>835 1765 967 1780</box>
article-text: اسلام آباد (ڈیلی رپورٹ) وزیراعظم نے کہا ہے کہ حکومت عوام کی فلاح و بہبود کیلئے تمام وسائل بروئے کار لا رہی ہے اور ملک کی معاشی ترقی کیلئے اقدامات جاری ہیں۔ انہوں نے کہا کہ نوجوانوں کو روزگار کی فراہمی اولین ترجیح ہے۔ صوبائی حکومت نے شہریوں کو سہولیات کی فراہمی کیلئے نئے منصوبوں کا آغاز کر دیا ہے جبکہ ضلعی انتظامیہ کو ہدایت جاری کی گئی ہے کہ وہ عوامی مسائل کے حل کیلئے فوری اقدامات کریں۔ اجلاس میں مختلف امور پر تفصیلی غور کیا گیا اور فیصلہ کیا گیا کہ ترقیاتی کاموں کو بروقت مکمل کیا جائے گا۔ <box>425 1067 553 1219</box>
story-number-tag <box>5 1313 143 1328</box>
story-number-tag <box>975 1588 1107 1603</box>
story-number-tag <box>561 516 691 531</box>
story-number-tag <box>150 1224 280 1239</box>
article-text: اسلام آباد (ڈیلی رپورٹ) وزیراعظم نے کہا ہے کہ حکومت عوام کی فلاح و بہبود کیلئے تمام وسائل بروئے کار لا رہی ہے اور ملک کی معاشی ترقی کیلئے اقدامات جاری ہیں۔ انہوں نے کہا کہ نوجوانوں کو روزگار کی فراہمی اولین ترجیح ہے۔ صوبائی حکومت نے شہریوں کو سہولیات کی فراہمی کیلئے نئے منصوبوں کا آغاز کر دیا ہے جبکہ ضلعی انتظامیہ کو ہدایت جاری کی گئی ہے کہ وہ عوامی مسائل کے حل کیلئے فوری اقدامات کریں۔ اجلاس میں مختلف امور پر تفصیلی غور کیا گیا اور فیصلہ کیا گیا کہ ترقیاتی کاموں کو بروقت مکمل کیا جائے گا۔ <box>288 890 416 1042</box>
section-label: ڈیلی رپورٹ <box>230 1227 276 1236</box>
story-number-tag <box>5 649 143 664</box>
story-number-tag <box>698 1047 828 1062</box>
story-number: 4 <box>979 1413 995 1424</box>
story-number-tag <box>835 1234 967 1249</box>
story-number-tag <box>287 516 417 531</box>
article-text: اسلام آباد (ڈیلی رپورٹ) وزیراعظم نے کہا ہے کہ حکومت عوام کی فلاح و بہبود کیلئے تمام وسائل بروئے کار لا رہی ہے اور ملک کی معاشی ترقی کیلئے اقدامات جاری ہیں۔ انہوں نے کہا کہ نوجوانوں کو روزگار کی فراہمی اولین ترجیح ہے۔ صوبائی حکومت نے شہریوں کو سہولیات کی فراہمی کیلئے نئے منصوبوں کا آغاز کر دیا ہے جبکہ ضلعی انتظامیہ کو ہدایت جاری کی گئی ہے کہ وہ عوامی مسائل کے حل کیلئے فوری اقدامات کریں۔ اجلاس میں مختلف امور پر تفصیلی غور کیا گیا اور فیصلہ کیا گیا کہ ترقیاتی کاموں کو بروقت مکمل کیا جائے گا۔ <box>836 723 966 875</box>
section-label: ڈیلی رپورٹ <box>504 165 550 174</box>
story-number: 16 <box>702 695 723 706</box>
story-number-tag <box>287 1224 417 1239</box>
article-text: اسلام آباد (ڈیلی رپورٹ) وزیراعظم نے کہا ہے کہ حکومت عوام کی فلاح و بہبود کیلئے تمام وسائل بروئے کار لا رہی ہے اور ملک کی معاشی ترقی کیلئے اقدامات جاری ہیں۔ انہوں نے کہا کہ نوجوانوں کو روزگار کی فراہمی اولین ترجیح ہے۔ صوبائی حکومت نے شہریوں کو سہولیات کی فراہمی کیلئے نئے منصوبوں کا آغاز کر دیا ہے جبکہ ضلعی انتظامیہ کو ہدایت جاری کی گئی ہے کہ وہ عوامی مسائل کے حل کیلئے فوری اقدامات کریں۔ اجلاس میں مختلف امور پر تفصیلی غور کیا گیا اور فیصلہ کیا گیا کہ ترقیاتی کاموں کو بروقت مکمل کیا جائے گا۔ <box>6 1499 142 1640</box>
section-label: ڈیلی رپورٹ <box>93 1482 139 1491</box>
article-text: اسلام آباد (ڈیلی رپورٹ) وزیراعظم نے کہا ہے کہ حکومت عوام کی فلاح و بہبود کیلئے تمام وسائل بروئے کار لا رہی ہے اور ملک کی معاشی ترقی کیلئے اقدامات جاری ہیں۔ انہوں نے کہا کہ نوجوانوں کو روزگار کی فراہمی اولین ترجیح ہے۔ صوبائی حکومت نے شہریوں کو سہولیات کی فراہمی کیلئے نئے منصوبوں کا آغاز کر دیا ہے جبکہ ضلعی انتظامیہ کو ہدایت جاری کی گئی ہے کہ وہ عوامی مسائل کے حل کیلئے فوری اقدامات کریں۔ اجلاس میں مختلف امور پر تفصیلی غور کیا گیا اور فیصلہ کیا گیا کہ ترقیاتی کاموں کو بروقت مکمل کیا جائے گا۔ <box>562 359 690 511</box>
article-text: اسلام آباد (ڈیلی رپورٹ) وزیراعظم نے کہا ہے کہ حکومت عوام کی فلاح و بہبود کیلئے تمام وسائل بروئے کار لا رہی ہے اور ملک کی معاشی ترقی کیلئے اقدامات جاری ہیں۔ انہوں نے کہا کہ نوجوانوں کو روزگار کی فراہمی اولین ترجیح ہے۔ صوبائی حکومت نے شہریوں کو سہولیات کی فراہمی کیلئے نئے منصوبوں کا آغاز کر دیا ہے جبکہ ضلعی انتظامیہ کو ہدایت جاری کی گئی ہے کہ وہ عوامی مسائل کے حل کیلئے فوری اقدامات کریں۔ اجلاس میں مختلف امور پر تفصیلی غور کیا گیا اور فیصلہ کیا گیا کہ ترقیاتی کاموں کو بروقت مکمل کیا جائے گا۔ <box>151 1244 279 1396</box>
story-number: 39 <box>154 164 175 175</box>
publication-title: Daily Group of Publication <box>836 8 1104 64</box>
story-number-tag <box>150 1401 280 1416</box>
story-number: 38 <box>291 1226 312 1237</box>
story-number-tag <box>975 1775 1107 1790</box>
article-text: اسلام آباد (ڈیلی رپورٹ) وزیراعظم نے کہا ہے کہ حکومت عوام کی فلاح و بہبود کیلئے تمام وسائل بروئے کار لا رہی ہے اور ملک کی معاشی ترقی کیلئے اقدامات جاری ہیں۔ انہوں نے کہا کہ نوجوانوں کو روزگار کی فراہمی اولین ترجیح ہے۔ صوبائی حکومت نے شہریوں کو سہولیات کی فراہمی کیلئے نئے منصوبوں کا آغاز کر دیا ہے جبکہ ضلعی انتظامیہ کو ہدایت جاری کی گئی ہے کہ وہ عوامی مسائل کے حل کیلئے فوری اقدامات کریں۔ اجلاس میں مختلف امور پر تفصیلی غور کیا گیا اور فیصلہ کیا گیا کہ ترقیاتی کاموں کو بروقت مکمل کیا جائے گا۔ <box>836 1431 966 1583</box>
masthead <box>834 6 1106 720</box>
article-text: اسلام آباد (ڈیلی رپورٹ) وزیراعظم نے کہا ہے کہ حکومت عوام کی فلاح و بہبود کیلئے تمام وسائل بروئے کار لا رہی ہے اور ملک کی معاشی ترقی کیلئے اقدامات جاری ہیں۔ انہوں نے کہا کہ نوجوانوں کو روزگار کی فراہمی اولین ترجیح ہے۔ صوبائی حکومت نے شہریوں کو سہولیات کی فراہمی کیلئے نئے منصوبوں کا آغاز کر دیا ہے جبکہ ضلعی انتظامیہ کو ہدایت جاری کی گئی ہے کہ وہ عوامی مسائل کے حل کیلئے فوری اقدامات کریں۔ اجلاس میں مختلف امور پر تفصیلی غور کیا گیا اور فیصلہ کیا گیا کہ ترقیاتی کاموں کو بروقت مکمل کیا جائے گا۔ <box>976 900 1106 1052</box>
section-label: ڈیلی رپورٹ <box>93 1316 139 1325</box>
section-label: ڈیلی رپورٹ <box>778 873 824 882</box>
article-text: اسلام آباد (ڈیلی رپورٹ) وزیراعظم نے کہا ہے کہ حکومت عوام کی فلاح و بہبود کیلئے تمام وسائل بروئے کار لا رہی ہے اور ملک کی معاشی ترقی کیلئے اقدامات جاری ہیں۔ انہوں نے کہا کہ نوجوانوں کو روزگار کی فراہمی اولین ترجیح ہے۔ صوبائی حکومت نے شہریوں کو سہولیات کی فراہمی کیلئے نئے منصوبوں کا آغاز کر دیا ہے جبکہ ضلعی انتظامیہ کو ہدایت جاری کی گئی ہے کہ وہ عوامی مسائل کے حل کیلئے فوری اقدامات کریں۔ اجلاس میں مختلف امور پر تفصیلی غور کیا گیا اور فیصلہ کیا گیا کہ ترقیاتی کاموں کو بروقت مکمل کیا جائے گا۔ <box>836 1077 966 1229</box>
article-text: اسلام آباد (ڈیلی رپورٹ) وزیراعظم نے کہا ہے کہ حکومت عوام کی فلاح و بہبود کیلئے تمام وسائل بروئے کار لا رہی ہے اور ملک کی معاشی ترقی کیلئے اقدامات جاری ہیں۔ انہوں نے کہا کہ نوجوانوں کو روزگار کی فراہمی اولین ترجیح ہے۔ صوبائی حکومت نے شہریوں کو سہولیات کی فراہمی کیلئے نئے منصوبوں کا آغاز کر دیا ہے جبکہ ضلعی انتظامیہ کو ہدایت جاری کی گئی ہے کہ وہ عوامی مسائل کے حل کیلئے فوری اقدامات کریں۔ اجلاس میں مختلف امور پر تفصیلی غور کیا گیا اور فیصلہ کیا گیا کہ ترقیاتی کاموں کو بروقت مکمل کیا جائے گا۔ <box>288 1244 416 1396</box>
section-label: ڈیلی رپورٹ <box>1057 1778 1103 1787</box>
article-text: اسلام آباد (ڈیلی رپورٹ) وزیراعظم نے کہا ہے کہ حکومت عوام کی فلاح و بہبود کیلئے تمام وسائل بروئے کار لا رہی ہے اور ملک کی معاشی ترقی کیلئے اقدامات جاری ہیں۔ انہوں نے کہا کہ نوجوانوں کو روزگار کی فراہمی اولین ترجیح ہے۔ صوبائی حکومت نے شہریوں کو سہولیات کی فراہمی کیلئے نئے منصوبوں کا آغاز کر دیا ہے جبکہ ضلعی انتظامیہ کو ہدایت جاری کی گئی ہے کہ وہ عوامی مسائل کے حل کیلئے فوری اقدامات کریں۔ اجلاس میں مختلف امور پر تفصیلی غور کیا گیا اور فیصلہ کیا گیا کہ ترقیاتی کاموں کو بروقت مکمل کیا جائے گا۔ <box>699 359 827 511</box>
story-number: 8 <box>839 1059 855 1070</box>
story-number: 13 <box>702 164 723 175</box>
story-number: 29 <box>428 1226 449 1237</box>
section-label: ڈیلی رپورٹ <box>93 486 139 495</box>
section-label: ڈیلی رپورٹ <box>230 1050 276 1059</box>
story-number: 30 <box>428 1403 449 1414</box>
story-number: 7 <box>839 882 855 893</box>
story-number: 56 <box>9 1647 30 1658</box>
story-number: 15 <box>702 518 723 529</box>
article-text: اسلام آباد (ڈیلی رپورٹ) وزیراعظم نے کہا ہے کہ حکومت عوام کی فلاح و بہبود کیلئے تمام وسائل بروئے کار لا رہی ہے اور ملک کی معاشی ترقی کیلئے اقدامات جاری ہیں۔ انہوں نے کہا کہ نوجوانوں کو روزگار کی فراہمی اولین ترجیح ہے۔ صوبائی حکومت نے شہریوں کو سہولیات کی فراہمی کیلئے نئے منصوبوں کا آغاز کر دیا ہے جبکہ ضلعی انتظامیہ کو ہدایت جاری کی گئی ہے کہ وہ عوامی مسائل کے حل کیلئے فوری اقدامات کریں۔ اجلاس میں مختلف امور پر تفصیلی غور کیا گیا اور فیصلہ کیا گیا کہ ترقیاتی کاموں کو بروقت مکمل کیا جائے گا۔ <box>288 1067 416 1219</box>
story-number: 31 <box>428 1580 449 1591</box>
article-text: اسلام آباد (ڈیلی رپورٹ) وزیراعظم نے کہا ہے کہ حکومت عوام کی فلاح و بہبود کیلئے تمام وسائل بروئے کار لا رہی ہے اور ملک کی معاشی ترقی کیلئے اقدامات جاری ہیں۔ انہوں نے کہا کہ نوجوانوں کو روزگار کی فراہمی اولین ترجیح ہے۔ صوبائی حکومت نے شہریوں کو سہولیات کی فراہمی کیلئے نئے منصوبوں کا آغاز کر دیا ہے جبکہ ضلعی انتظامیہ کو ہدایت جاری کی گئی ہے کہ وہ عوامی مسائل کے حل کیلئے فوری اقدامات کریں۔ اجلاس میں مختلف امور پر تفصیلی غور کیا گیا اور فیصلہ کیا گیا کہ ترقیاتی کاموں کو بروقت مکمل کیا جائے گا۔ <box>6 835 142 976</box>
section-label: ڈیلی رپورٹ <box>367 165 413 174</box>
story-number-tag <box>424 162 554 177</box>
section-label: ڈیلی رپورٹ <box>1057 1591 1103 1600</box>
story-number-tag <box>287 162 417 177</box>
article-text: اسلام آباد (ڈیلی رپورٹ) وزیراعظم نے کہا ہے کہ حکومت عوام کی فلاح و بہبود کیلئے تمام وسائل بروئے کار لا رہی ہے اور ملک کی معاشی ترقی کیلئے اقدامات جاری ہیں۔ انہوں نے کہا کہ نوجوانوں کو روزگار کی فراہمی اولین ترجیح ہے۔ صوبائی حکومت نے شہریوں کو سہولیات کی فراہمی کیلئے نئے منصوبوں کا آغاز کر دیا ہے جبکہ ضلعی انتظامیہ کو ہدایت جاری کی گئی ہے کہ وہ عوامی مسائل کے حل کیلئے فوری اقدامات کریں۔ اجلاس میں مختلف امور پر تفصیلی غور کیا گیا اور فیصلہ کیا گیا کہ ترقیاتی کاموں کو بروقت مکمل کیا جائے گا۔ <box>425 890 553 1042</box>
story-number-tag <box>835 1057 967 1072</box>
article-text: اسلام آباد (ڈیلی رپورٹ) وزیراعظم نے کہا ہے کہ حکومت عوام کی فلاح و بہبود کیلئے تمام وسائل بروئے کار لا رہی ہے اور ملک کی معاشی ترقی کیلئے اقدامات جاری ہیں۔ انہوں نے کہا کہ نوجوانوں کو روزگار کی فراہمی اولین ترجیح ہے۔ صوبائی حکومت نے شہریوں کو سہولیات کی فراہمی کیلئے نئے منصوبوں کا آغاز کر دیا ہے جبکہ ضلعی انتظامیہ کو ہدایت جاری کی گئی ہے کہ وہ عوامی مسائل کے حل کیلئے فوری اقدامات کریں۔ اجلاس میں مختلف امور پر تفصیلی غور کیا گیا اور فیصلہ کیا گیا کہ ترقیاتی کاموں کو بروقت مکمل کیا جائے گا۔ <box>6 171 142 312</box>
story-number: 26 <box>428 695 449 706</box>
section-label: ڈیلی رپورٹ <box>917 1237 963 1246</box>
section-label: ڈیلی رپورٹ <box>504 696 550 705</box>
article-text: اسلام آباد (ڈیلی رپورٹ) وزیراعظم نے کہا ہے کہ حکومت عوام کی فلاح و بہبود کیلئے تمام وسائل بروئے کار لا رہی ہے اور ملک کی معاشی ترقی کیلئے اقدامات جاری ہیں۔ انہوں نے کہا کہ نوجوانوں کو روزگار کی فراہمی اولین ترجیح ہے۔ صوبائی حکومت نے شہریوں کو سہولیات کی فراہمی کیلئے نئے منصوبوں کا آغاز کر دیا ہے جبکہ ضلعی انتظامیہ کو ہدایت جاری کی گئی ہے کہ وہ عوامی مسائل کے حل کیلئے فوری اقدامات کریں۔ اجلاس میں مختلف امور پر تفصیلی غور کیا گیا اور فیصلہ کیا گیا کہ ترقیاتی کاموں کو بروقت مکمل کیا جائے گا۔ <box>699 182 827 334</box>
article-text: اسلام آباد (ڈیلی رپورٹ) وزیراعظم نے کہا ہے کہ حکومت عوام کی فلاح و بہبود کیلئے تمام وسائل بروئے کار لا رہی ہے اور ملک کی معاشی ترقی کیلئے اقدامات جاری ہیں۔ انہوں نے کہا کہ نوجوانوں کو روزگار کی فراہمی اولین ترجیح ہے۔ صوبائی حکومت نے شہریوں کو سہولیات کی فراہمی کیلئے نئے منصوبوں کا آغاز کر دیا ہے جبکہ ضلعی انتظامیہ کو ہدایت جاری کی گئی ہے کہ وہ عوامی مسائل کے حل کیلئے فوری اقدامات کریں۔ اجلاس میں مختلف امور پر تفصیلی غور کیا گیا اور فیصلہ کیا گیا کہ ترقیاتی کاموں کو بروقت مکمل کیا جائے گا۔ <box>151 536 279 688</box>
article-text: اسلام آباد (ڈیلی رپورٹ) وزیراعظم نے کہا ہے کہ حکومت عوام کی فلاح و بہبود کیلئے تمام وسائل بروئے کار لا رہی ہے اور ملک کی معاشی ترقی کیلئے اقدامات جاری ہیں۔ انہوں نے کہا کہ نوجوانوں کو روزگار کی فراہمی اولین ترجیح ہے۔ صوبائی حکومت نے شہریوں کو سہولیات کی فراہمی کیلئے نئے منصوبوں کا آغاز کر دیا ہے جبکہ ضلعی انتظامیہ کو ہدایت جاری کی گئی ہے کہ وہ عوامی مسائل کے حل کیلئے فوری اقدامات کریں۔ اجلاس میں مختلف امور پر تفصیلی غور کیا گیا اور فیصلہ کیا گیا کہ ترقیاتی کاموں کو بروقت مکمل کیا جائے گا۔ <box>836 900 966 1052</box>
section-label: ڈیلی رپورٹ <box>93 320 139 329</box>
section-label: ڈیلی رپورٹ <box>504 519 550 528</box>
section-label: ڈیلی رپورٹ <box>504 873 550 882</box>
article-text: اسلام آباد (ڈیلی رپورٹ) وزیراعظم نے کہا ہے کہ حکومت عوام کی فلاح و بہبود کیلئے تمام وسائل بروئے کار لا رہی ہے اور ملک کی معاشی ترقی کیلئے اقدامات جاری ہیں۔ انہوں نے کہا کہ نوجوانوں کو روزگار کی فراہمی اولین ترجیح ہے۔ صوبائی حکومت نے شہریوں کو سہولیات کی فراہمی کیلئے نئے منصوبوں کا آغاز کر دیا ہے جبکہ ضلعی انتظامیہ کو ہدایت جاری کی گئی ہے کہ وہ عوامی مسائل کے حل کیلئے فوری اقدامات کریں۔ اجلاس میں مختلف امور پر تفصیلی غور کیا گیا اور فیصلہ کیا گیا کہ ترقیاتی کاموں کو بروقت مکمل کیا جائے گا۔ <box>699 5 827 157</box>
article-text: اسلام آباد (ڈیلی رپورٹ) وزیراعظم نے کہا ہے کہ حکومت عوام کی فلاح و بہبود کیلئے تمام وسائل بروئے کار لا رہی ہے اور ملک کی معاشی ترقی کیلئے اقدامات جاری ہیں۔ انہوں نے کہا کہ نوجوانوں کو روزگار کی فراہمی اولین ترجیح ہے۔ صوبائی حکومت نے شہریوں کو سہولیات کی فراہمی کیلئے نئے منصوبوں کا آغاز کر دیا ہے جبکہ ضلعی انتظامیہ کو ہدایت جاری کی گئی ہے کہ وہ عوامی مسائل کے حل کیلئے فوری اقدامات کریں۔ اجلاس میں مختلف امور پر تفصیلی غور کیا گیا اور فیصلہ کیا گیا کہ ترقیاتی کاموں کو بروقت مکمل کیا جائے گا۔ <box>151 713 279 865</box>
section-label: ڈیلی رپورٹ <box>93 652 139 661</box>
section-label: ڈیلی رپورٹ <box>230 519 276 528</box>
story-number-tag <box>835 1411 967 1426</box>
article-text: اسلام آباد (ڈیلی رپورٹ) وزیراعظم نے کہا ہے کہ حکومت عوام کی فلاح و بہبود کیلئے تمام وسائل بروئے کار لا رہی ہے اور ملک کی معاشی ترقی کیلئے اقدامات جاری ہیں۔ انہوں نے کہا کہ نوجوانوں کو روزگار کی فراہمی اولین ترجیح ہے۔ صوبائی حکومت نے شہریوں کو سہولیات کی فراہمی کیلئے نئے منصوبوں کا آغاز کر دیا ہے جبکہ ضلعی انتظامیہ کو ہدایت جاری کی گئی ہے کہ وہ عوامی مسائل کے حل کیلئے فوری اقدامات کریں۔ اجلاس میں مختلف امور پر تفصیلی غور کیا گیا اور فیصلہ کیا گیا کہ ترقیاتی کاموں کو بروقت مکمل کیا جائے گا۔ <box>836 1785 966 1937</box>
story-number-tag <box>424 516 554 531</box>
section-label: ڈیلی رپورٹ <box>1057 1060 1103 1069</box>
story-number: 35 <box>291 695 312 706</box>
section-label: ڈیلی رپورٹ <box>367 1227 413 1236</box>
story-number-tag <box>287 870 417 885</box>
story-number-tag <box>150 339 280 354</box>
story-number: 17 <box>702 872 723 883</box>
section-label: ڈیلی رپورٹ <box>93 154 139 163</box>
story-number: 14 <box>702 341 723 352</box>
story-number-tag <box>561 339 691 354</box>
article-text: اسلام آباد (ڈیلی رپورٹ) وزیراعظم نے کہا ہے کہ حکومت عوام کی فلاح و بہبود کیلئے تمام وسائل بروئے کار لا رہی ہے اور ملک کی معاشی ترقی کیلئے اقدامات جاری ہیں۔ انہوں نے کہا کہ نوجوانوں کو روزگار کی فراہمی اولین ترجیح ہے۔ صوبائی حکومت نے شہریوں کو سہولیات کی فراہمی کیلئے نئے منصوبوں کا آغاز کر دیا ہے جبکہ ضلعی انتظامیہ کو ہدایت جاری کی گئی ہے کہ وہ عوامی مسائل کے حل کیلئے فوری اقدامات کریں۔ اجلاس میں مختلف امور پر تفصیلی غور کیا گیا اور فیصلہ کیا گیا کہ ترقیاتی کاموں کو بروقت مکمل کیا جائے گا۔ <box>6 1333 142 1474</box>
story-number-tag <box>424 1047 554 1062</box>
story-number-tag <box>150 693 280 708</box>
article-text: اسلام آباد (ڈیلی رپورٹ) وزیراعظم نے کہا ہے کہ حکومت عوام کی فلاح و بہبود کیلئے تمام وسائل بروئے کار لا رہی ہے اور ملک کی معاشی ترقی کیلئے اقدامات جاری ہیں۔ انہوں نے کہا کہ نوجوانوں کو روزگار کی فراہمی اولین ترجیح ہے۔ صوبائی حکومت نے شہریوں کو سہولیات کی فراہمی کیلئے نئے منصوبوں کا آغاز کر دیا ہے جبکہ ضلعی انتظامیہ کو ہدایت جاری کی گئی ہے کہ وہ عوامی مسائل کے حل کیلئے فوری اقدامات کریں۔ اجلاس میں مختلف امور پر تفصیلی غور کیا گیا اور فیصلہ کیا گیا کہ ترقیاتی کاموں کو بروقت مکمل کیا جائے گا۔ <box>562 5 690 157</box>
article-text: اسلام آباد (ڈیلی رپورٹ) وزیراعظم نے کہا ہے کہ حکومت عوام کی فلاح و بہبود کیلئے تمام وسائل بروئے کار لا رہی ہے اور ملک کی معاشی ترقی کیلئے اقدامات جاری ہیں۔ انہوں نے کہا کہ نوجوانوں کو روزگار کی فراہمی اولین ترجیح ہے۔ صوبائی حکومت نے شہریوں کو سہولیات کی فراہمی کیلئے نئے منصوبوں کا آغاز کر دیا ہے جبکہ ضلعی انتظامیہ کو ہدایت جاری کی گئی ہے کہ وہ عوامی مسائل کے حل کیلئے فوری اقدامات کریں۔ اجلاس میں مختلف امور پر تفصیلی غور کیا گیا اور فیصلہ کیا گیا کہ ترقیاتی کاموں کو بروقت مکمل کیا جائے گا۔ <box>6 1665 142 1806</box>
news-column-4 <box>559 4 694 2038</box>
story-number-tag <box>5 151 143 166</box>
section-label: ڈیلی رپورٹ <box>230 873 276 882</box>
story-number: 12 <box>839 1767 860 1778</box>
